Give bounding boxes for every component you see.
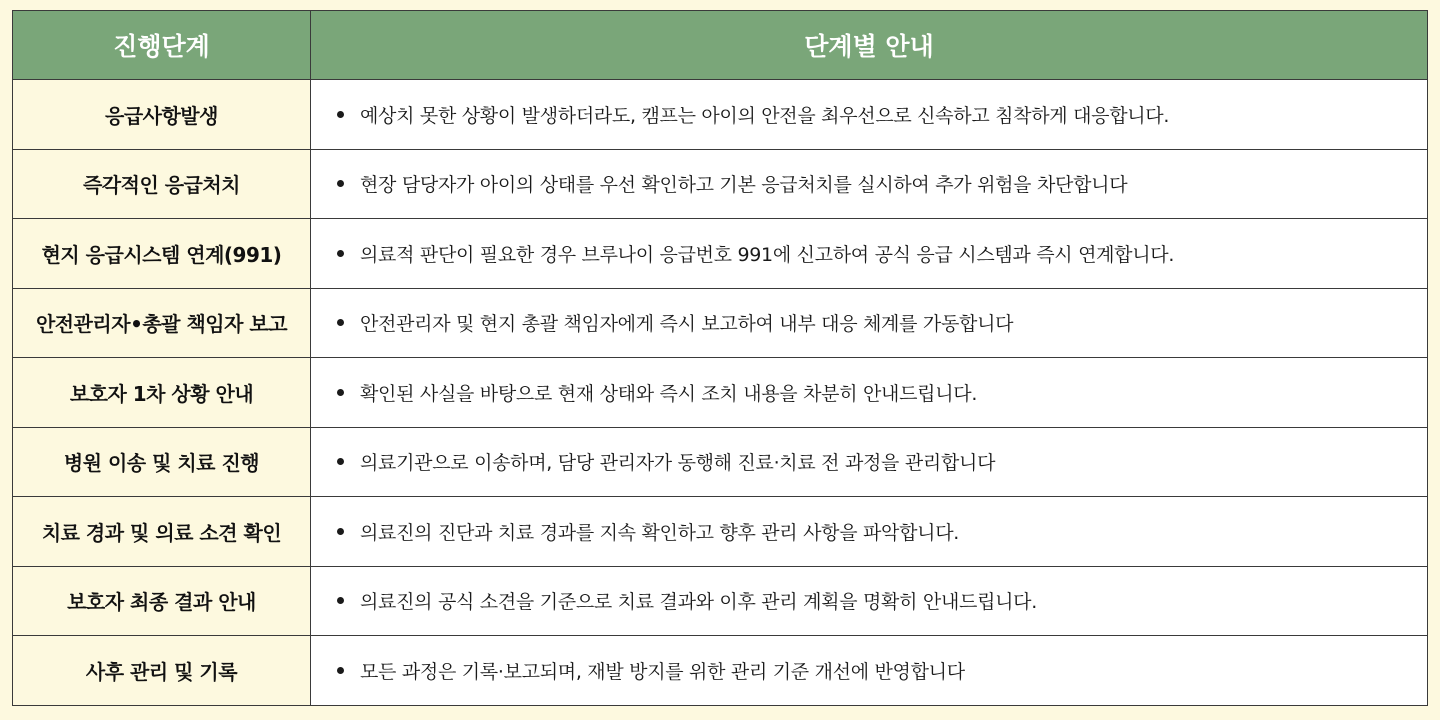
desc-text: 현장 담당자가 아이의 상태를 우선 확인하고 기본 응급처치를 실시하여 추가 위험을 차단합니다 <box>360 174 1128 197</box>
bullet-icon <box>337 458 344 465</box>
desc-cell <box>311 497 1428 567</box>
bullet-icon <box>337 250 344 257</box>
desc-cell <box>311 219 1428 289</box>
header-stage: 진행단계 <box>13 11 311 80</box>
table-row <box>13 358 1428 428</box>
table-row <box>13 80 1428 150</box>
bullet-icon <box>337 597 344 604</box>
table-row <box>13 149 1428 219</box>
stage-cell: 치료 경과 및 의료 소견 확인 <box>13 497 311 567</box>
bullet-icon <box>337 111 344 118</box>
table-row <box>13 497 1428 567</box>
stage-cell: 즉각적인 응급처치 <box>13 149 311 219</box>
emergency-procedure-table <box>12 10 1428 706</box>
desc-cell <box>311 149 1428 219</box>
desc-cell <box>311 636 1428 706</box>
bullet-icon <box>337 180 344 187</box>
desc-cell <box>311 566 1428 636</box>
table-row <box>13 566 1428 636</box>
desc-text: 확인된 사실을 바탕으로 현재 상태와 즉시 조치 내용을 차분히 안내드립니다. <box>360 382 978 405</box>
desc-text: 의료진의 공식 소견을 기준으로 치료 결과와 이후 관리 계획을 명확히 안내드립니다. <box>360 591 1037 614</box>
stage-cell: 보호자 최종 결과 안내 <box>13 566 311 636</box>
emergency-procedure-table-container <box>12 10 1427 710</box>
bullet-icon <box>337 667 344 674</box>
desc-text: 예상치 못한 상황이 발생하더라도, 캠프는 아이의 안전을 최우선으로 신속하고 침착하게 대응합니다. <box>360 104 1170 127</box>
table-row <box>13 219 1428 289</box>
stage-cell: 현지 응급시스템 연계(991) <box>13 219 311 289</box>
bullet-icon <box>337 319 344 326</box>
desc-text: 의료기관으로 이송하며, 담당 관리자가 동행해 진료·치료 전 과정을 관리합니다 <box>360 452 996 475</box>
desc-text: 안전관리자 및 현지 총괄 책임자에게 즉시 보고하여 내부 대응 체계를 가동합니다 <box>360 313 1014 336</box>
desc-text: 모든 과정은 기록·보고되며, 재발 방지를 위한 관리 기준 개선에 반영합니다 <box>360 660 965 683</box>
stage-cell: 병원 이송 및 치료 진행 <box>13 427 311 497</box>
desc-text: 의료적 판단이 필요한 경우 브루나이 응급번호 991에 신고하여 공식 응급 시스템과 즉시 연계합니다. <box>360 243 1175 266</box>
desc-cell <box>311 80 1428 150</box>
stage-cell: 보호자 1차 상황 안내 <box>13 358 311 428</box>
table-row <box>13 288 1428 358</box>
stage-cell: 안전관리자•총괄 책임자 보고 <box>13 288 311 358</box>
header-guide: 단계별 안내 <box>311 11 1428 80</box>
stage-cell: 응급사항발생 <box>13 80 311 150</box>
desc-cell <box>311 427 1428 497</box>
desc-text: 의료진의 진단과 치료 경과를 지속 확인하고 향후 관리 사항을 파악합니다. <box>360 521 960 544</box>
desc-cell <box>311 288 1428 358</box>
table-header-row <box>13 11 1428 80</box>
bullet-icon <box>337 528 344 535</box>
bullet-icon <box>337 389 344 396</box>
table-row <box>13 427 1428 497</box>
desc-cell <box>311 358 1428 428</box>
table-row <box>13 636 1428 706</box>
stage-cell: 사후 관리 및 기록 <box>13 636 311 706</box>
